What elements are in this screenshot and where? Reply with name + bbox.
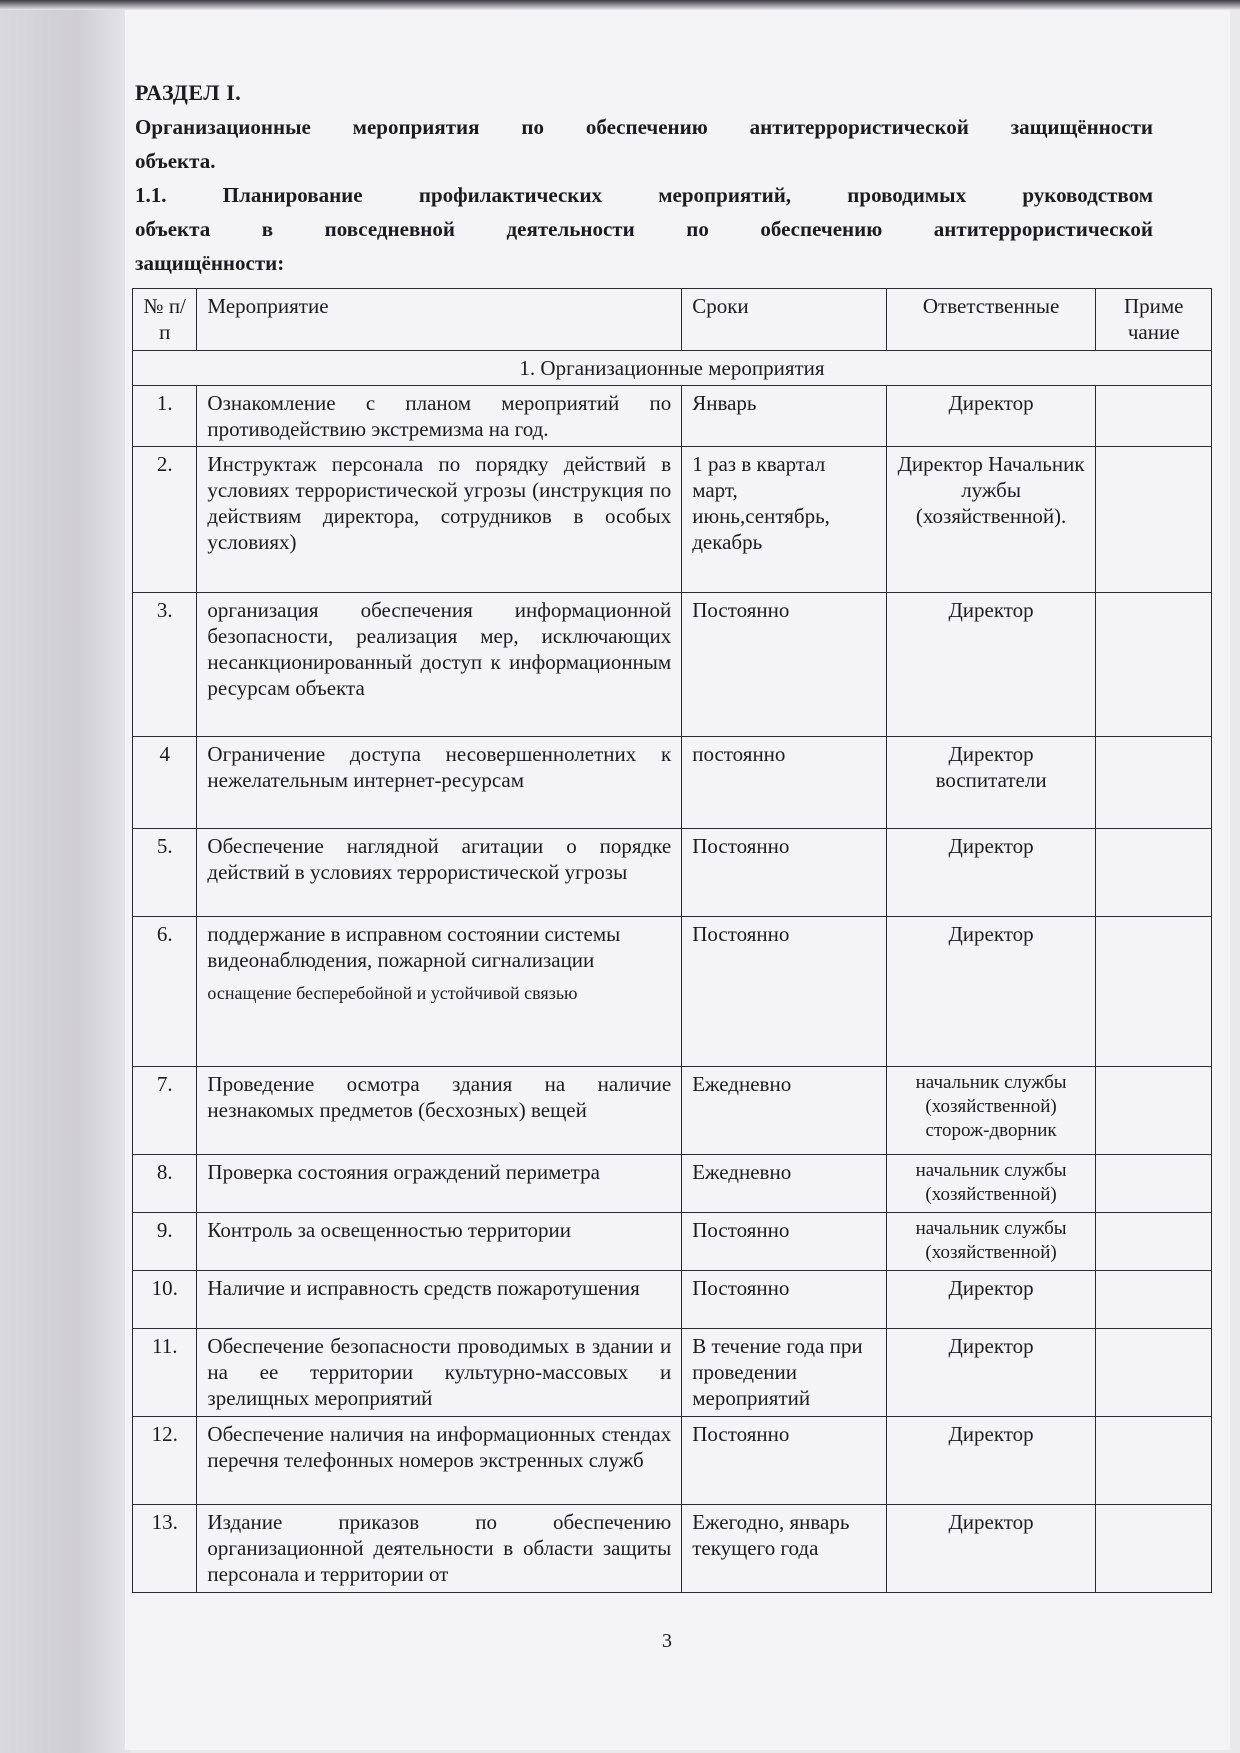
subheading-line: 1.1. Планирование профилактических мероприятий, проводимых руководством <box>135 183 1153 207</box>
row-action: Наличие и исправность средств пожаротушения <box>197 1271 682 1329</box>
table-row <box>133 1155 1212 1213</box>
row-term: В течение года при проведении мероприятий <box>682 1329 887 1417</box>
table-row <box>133 737 1212 829</box>
header-action: Мероприятие <box>197 289 682 351</box>
row-term: Постоянно <box>682 829 887 917</box>
table-row <box>133 1067 1212 1155</box>
row-note <box>1096 737 1212 829</box>
row-action: Ограничение доступа несовершеннолетних к нежелательным интернет-ресурсам <box>197 737 682 829</box>
row-num: 10. <box>133 1271 197 1329</box>
row-term: Ежегодно, январь текущего года <box>682 1505 887 1593</box>
row-responsible: Директор <box>886 593 1096 737</box>
scan-spine <box>0 0 130 1753</box>
row-responsible: Директор Начальник лужбы (хозяйственной). <box>886 447 1096 593</box>
row-note <box>1096 1417 1212 1505</box>
row-term: Постоянно <box>682 593 887 737</box>
row-num: 3. <box>133 593 197 737</box>
row-responsible: Директор <box>886 1329 1096 1417</box>
row-term: Январь <box>682 386 887 447</box>
row-term: Постоянно <box>682 1213 887 1271</box>
row-action: Ознакомление с планом мероприятий по противодействию экстремизма на год. <box>197 386 682 447</box>
header-term: Сроки <box>682 289 887 351</box>
row-num: 8. <box>133 1155 197 1213</box>
row-responsible: Директор <box>886 1417 1096 1505</box>
row-action: Обеспечение безопасности проводимых в здании и на ее территории культурно-массовых и зрелищных мероприятий <box>197 1329 682 1417</box>
row-responsible: Директор <box>886 386 1096 447</box>
table-row <box>133 829 1212 917</box>
row-note <box>1096 1067 1212 1155</box>
row-action: Издание приказов по обеспечению организационной деятельности в области защиты персонала и территории от <box>197 1505 682 1593</box>
table-row <box>133 593 1212 737</box>
section-heading <box>135 110 1153 178</box>
row-term: Постоянно <box>682 1271 887 1329</box>
row-note <box>1096 829 1212 917</box>
row-num: 12. <box>133 1417 197 1505</box>
row-num: 9. <box>133 1213 197 1271</box>
header-responsible: Ответственные <box>886 289 1096 351</box>
page-number: 3 <box>662 1630 672 1652</box>
row-term: постоянно <box>682 737 887 829</box>
row-num: 1. <box>133 386 197 447</box>
row-note <box>1096 1155 1212 1213</box>
subheading-line: объекта в повседневной деятельности по обеспечению антитеррористической <box>135 217 1153 241</box>
row-responsible: начальник службы (хозяйственной) <box>886 1155 1096 1213</box>
measures-table <box>132 288 1212 1593</box>
table-row <box>133 1417 1212 1505</box>
row-term: Постоянно <box>682 1417 887 1505</box>
row-responsible: Директор <box>886 917 1096 1067</box>
row-responsible: Директор <box>886 829 1096 917</box>
row-responsible: Директор <box>886 1505 1096 1593</box>
row-note <box>1096 386 1212 447</box>
row-responsible: Директор воспитатели <box>886 737 1096 829</box>
row-num: 13. <box>133 1505 197 1593</box>
scan-edge <box>0 0 1240 10</box>
table-row <box>133 386 1212 447</box>
table-row <box>133 917 1212 1067</box>
row-action: Проверка состояния ограждений периметра <box>197 1155 682 1213</box>
row-note <box>1096 1329 1212 1417</box>
section-label: 1. Организационные мероприятия <box>133 351 1212 386</box>
row-action: поддержание в исправном состоянии системы видеонаблюдения, пожарной сигнализации <box>207 922 621 972</box>
row-term: Ежедневно <box>682 1155 887 1213</box>
heading-line: объекта. <box>135 149 216 173</box>
row-action: Обеспечение наличия на информационных стендах перечня телефонных номеров экстренных служб <box>197 1417 682 1505</box>
heading-line: Организационные мероприятия по обеспечению антитеррористической защищённости <box>135 115 1153 139</box>
row-note <box>1096 1271 1212 1329</box>
table-row <box>133 1213 1212 1271</box>
row-note <box>1096 1505 1212 1593</box>
row-note <box>1096 1213 1212 1271</box>
header-num: № п/п <box>133 289 197 351</box>
row-note <box>1096 593 1212 737</box>
table-section-row <box>133 351 1212 386</box>
row-action-cell <box>197 917 682 1067</box>
row-responsible: начальник службы (хозяйственной) сторож-дворник <box>886 1067 1096 1155</box>
row-num: 7. <box>133 1067 197 1155</box>
table-row <box>133 1271 1212 1329</box>
row-note <box>1096 447 1212 593</box>
row-responsible: Директор <box>886 1271 1096 1329</box>
table-header-row <box>133 289 1212 351</box>
row-note <box>1096 917 1212 1067</box>
row-action: Проведение осмотра здания на наличие незнакомых предметов (бесхозных) вещей <box>197 1067 682 1155</box>
row-action: Обеспечение наглядной агитации о порядке действий в условиях террористической угрозы <box>197 829 682 917</box>
table-row <box>133 1329 1212 1417</box>
row-action: организация обеспечения информационной безопасности, реализация мер, исключающих несанкционированный доступ к информационным ресурсам объекта <box>197 593 682 737</box>
row-num: 5. <box>133 829 197 917</box>
subsection-heading <box>135 178 1153 280</box>
row-action: Контроль за освещенностью территории <box>197 1213 682 1271</box>
table-row <box>133 1505 1212 1593</box>
row-num: 11. <box>133 1329 197 1417</box>
row-term: Постоянно <box>682 917 887 1067</box>
row-action: Инструктаж персонала по порядку действий в условиях террористической угрозы (инструкция по действиям директора, сотрудников в особых условиях) <box>197 447 682 593</box>
subheading-line: защищённости: <box>135 251 285 275</box>
row-action-extra: оснащение бесперебойной и устойчивой связью <box>207 983 578 1003</box>
row-num: 2. <box>133 447 197 593</box>
section-title: РАЗДЕЛ I. <box>135 80 242 105</box>
table-row <box>133 447 1212 593</box>
row-term: 1 раз в квартал март, июнь,сентябрь, декабрь <box>682 447 887 593</box>
row-term: Ежедневно <box>682 1067 887 1155</box>
row-num: 4 <box>133 737 197 829</box>
row-num: 6. <box>133 917 197 1067</box>
header-note: Приме чание <box>1096 289 1212 351</box>
row-responsible: начальник службы (хозяйственной) <box>886 1213 1096 1271</box>
